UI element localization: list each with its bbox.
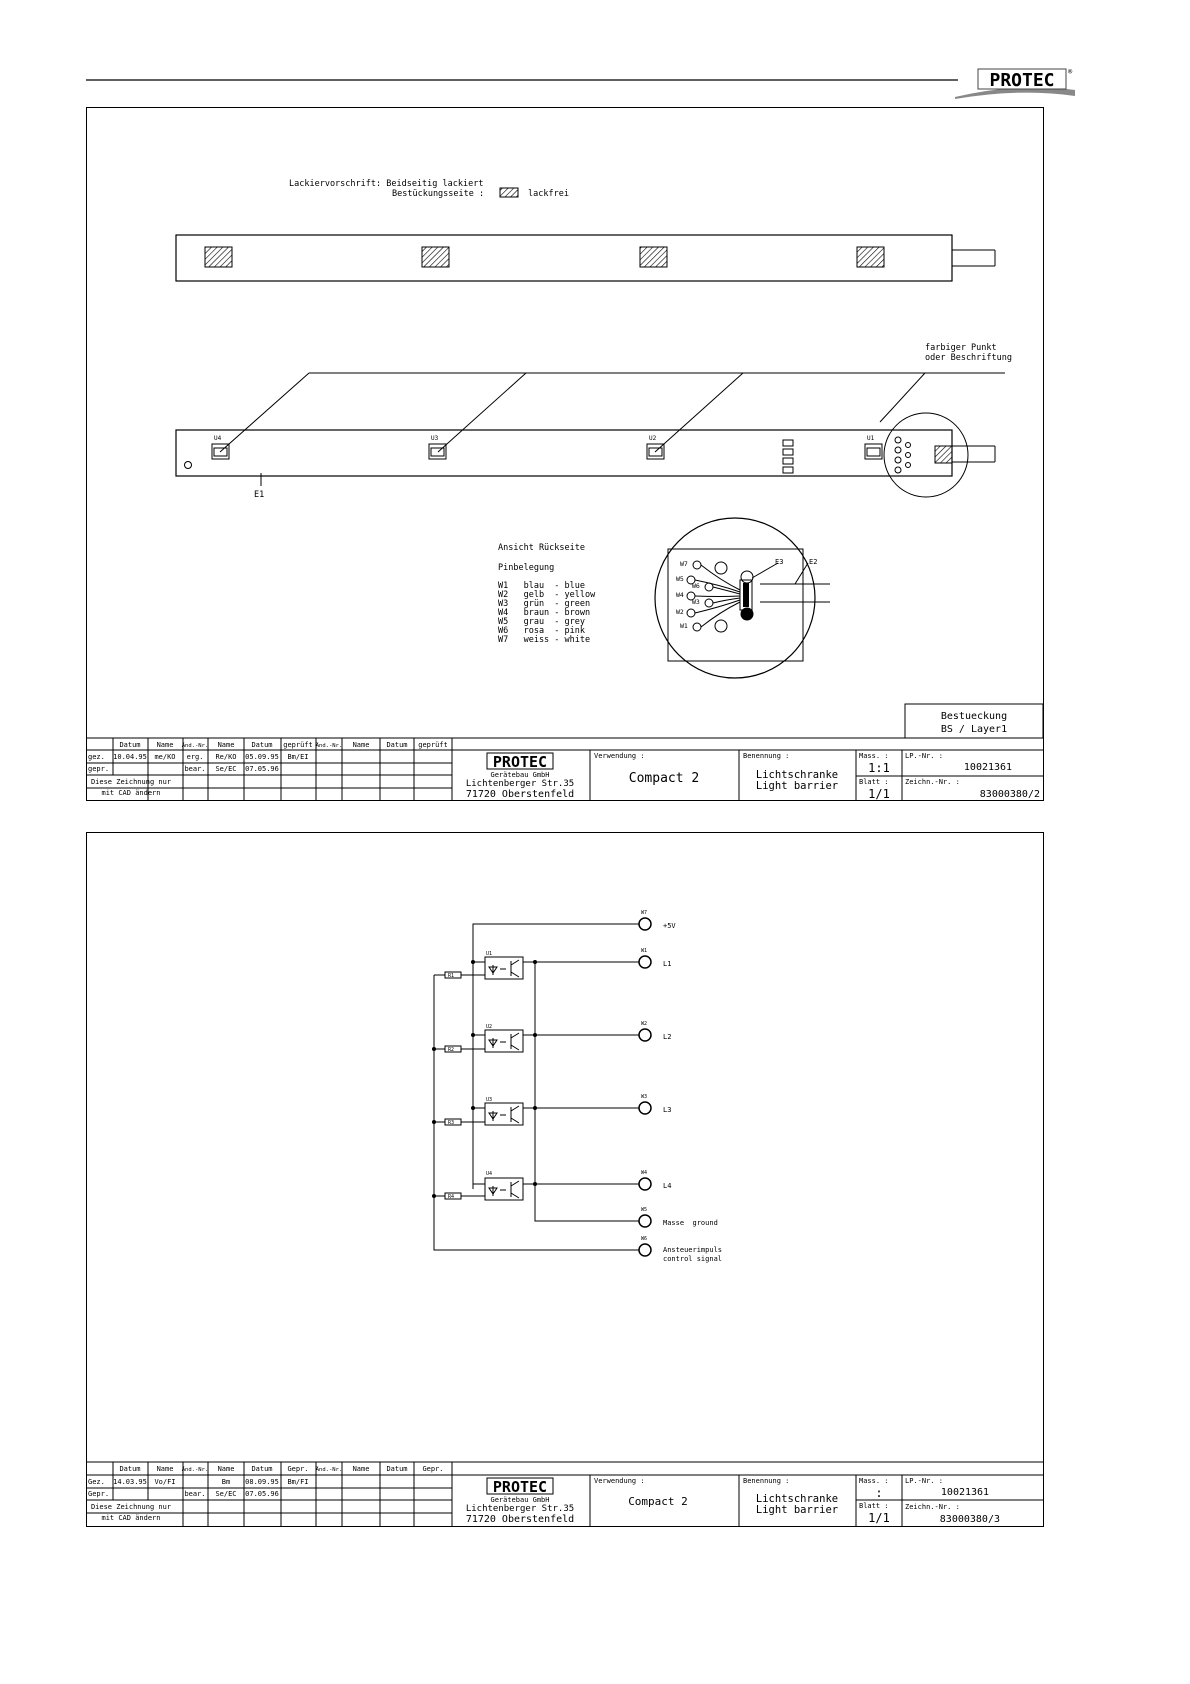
lacquer-free-label: lackfrei bbox=[528, 189, 569, 199]
junction-dots bbox=[432, 960, 537, 1198]
svg-text:Diese Zeichnung nur: Diese Zeichnung nur bbox=[90, 1503, 172, 1511]
svg-text:erg.: erg. bbox=[186, 753, 204, 761]
svg-text:R4: R4 bbox=[448, 1194, 455, 1200]
svg-text:Verwendung :: Verwendung : bbox=[594, 1477, 645, 1485]
optocoupler-u4 bbox=[485, 1171, 523, 1200]
svg-text:L2: L2 bbox=[663, 1033, 672, 1041]
svg-text:Zeichn.-Nr. :: Zeichn.-Nr. : bbox=[905, 1503, 960, 1511]
company-name: Gerätebau GmbH bbox=[490, 771, 550, 779]
svg-text:Ansteuerimpuls: Ansteuerimpuls bbox=[663, 1246, 723, 1254]
company-street: Lichtenberger Str.35 bbox=[465, 779, 575, 789]
svg-text:Benennung :: Benennung : bbox=[743, 752, 790, 760]
optocoupler-u2 bbox=[485, 1024, 523, 1052]
company-city: 71720 Oberstenfeld bbox=[465, 789, 575, 800]
svg-text:Gepr.: Gepr. bbox=[287, 1465, 309, 1473]
svg-text:Bm/FI: Bm/FI bbox=[287, 1478, 309, 1486]
svg-text:Name: Name bbox=[217, 1465, 235, 1473]
pin-assignment-title: Pinbelegung bbox=[498, 563, 555, 573]
svg-text:Gez.: Gez. bbox=[88, 1478, 105, 1486]
resistor-r2 bbox=[445, 1046, 461, 1053]
svg-text:W4: W4 bbox=[676, 591, 684, 599]
drawing-content-label: Bestueckung bbox=[940, 711, 1008, 722]
designation-en: Light barrier bbox=[755, 780, 839, 792]
colored-dot-note: farbiger Punkt bbox=[925, 343, 997, 353]
svg-text:Datum: Datum bbox=[251, 741, 273, 749]
svg-text:U1: U1 bbox=[867, 435, 875, 442]
optocoupler-u3 bbox=[485, 1097, 523, 1125]
svg-text:Masse ground: Masse ground bbox=[663, 1219, 718, 1227]
svg-text:Diese Zeichnung nur: Diese Zeichnung nur bbox=[90, 778, 172, 786]
svg-text:Se/EC: Se/EC bbox=[215, 1490, 237, 1498]
connector-w7 bbox=[639, 910, 676, 930]
svg-text:Name: Name bbox=[156, 1465, 174, 1473]
svg-text:+5V: +5V bbox=[663, 922, 676, 930]
svg-text:L1: L1 bbox=[663, 960, 672, 968]
svg-text:mit CAD ändern: mit CAD ändern bbox=[101, 789, 161, 797]
svg-text:W5: W5 bbox=[641, 1207, 648, 1213]
svg-text:Datum: Datum bbox=[386, 741, 408, 749]
designation-de: Lichtschranke bbox=[755, 769, 839, 781]
company-name: Gerätebau GmbH bbox=[490, 1496, 550, 1504]
pcb-number: 10021361 bbox=[940, 1487, 990, 1498]
svg-text:W7: W7 bbox=[641, 910, 648, 916]
svg-text:PROTEC: PROTEC bbox=[492, 1478, 548, 1496]
svg-text:W6: W6 bbox=[692, 582, 700, 590]
svg-text:Gepr.: Gepr. bbox=[88, 1490, 110, 1498]
connector-w3 bbox=[639, 1094, 671, 1114]
svg-text:08.09.95: 08.09.95 bbox=[245, 1478, 279, 1486]
company-street: Lichtenberger Str.35 bbox=[465, 1504, 575, 1514]
svg-text:U2: U2 bbox=[486, 1024, 493, 1030]
svg-text:W2: W2 bbox=[641, 1021, 648, 1027]
svg-text:Datum: Datum bbox=[251, 1465, 273, 1473]
pin-row: W6 rosa - pink bbox=[498, 626, 585, 636]
svg-text:Mass. :: Mass. : bbox=[859, 1477, 889, 1485]
svg-text:W1: W1 bbox=[680, 622, 688, 630]
connector-w4 bbox=[639, 1170, 671, 1190]
svg-text:R2: R2 bbox=[448, 1047, 455, 1053]
svg-text:me/KO: me/KO bbox=[154, 753, 176, 761]
drawing-layer-label: BS / Layer1 bbox=[940, 724, 1008, 735]
colored-dot-note-2: oder Beschriftung bbox=[925, 353, 1012, 363]
resistor-r1 bbox=[445, 972, 461, 979]
sheet-number: 1/1 bbox=[868, 787, 890, 801]
svg-text:R3: R3 bbox=[448, 1120, 455, 1126]
svg-text:U3: U3 bbox=[431, 435, 439, 442]
svg-text:Vo/FI: Vo/FI bbox=[154, 1478, 176, 1486]
svg-text:Verwendung :: Verwendung : bbox=[594, 752, 645, 760]
usage-value: Compact 2 bbox=[628, 771, 700, 786]
svg-text:Änd.-Nr.: Änd.-Nr. bbox=[315, 1467, 343, 1473]
usage-value: Compact 2 bbox=[628, 1495, 688, 1508]
resistor-r4 bbox=[445, 1193, 461, 1200]
svg-text:LP.-Nr. :: LP.-Nr. : bbox=[905, 1477, 943, 1485]
svg-text:geprüft: geprüft bbox=[418, 741, 448, 749]
title-block-2 bbox=[86, 1462, 1043, 1526]
svg-text:Name: Name bbox=[217, 741, 235, 749]
svg-text:Bm: Bm bbox=[221, 1478, 231, 1486]
svg-text:R1: R1 bbox=[448, 973, 455, 979]
svg-text:U3: U3 bbox=[486, 1097, 493, 1103]
rear-view-label: Ansicht Rückseite bbox=[498, 543, 585, 553]
svg-text:Bm/EI: Bm/EI bbox=[287, 753, 309, 761]
svg-text:Blatt :: Blatt : bbox=[859, 778, 889, 786]
svg-text:14.03.95: 14.03.95 bbox=[113, 1478, 147, 1486]
svg-text:W2: W2 bbox=[676, 608, 684, 616]
connector-w1 bbox=[639, 948, 671, 968]
svg-text:control signal: control signal bbox=[663, 1255, 723, 1263]
svg-text:mit CAD ändern: mit CAD ändern bbox=[101, 1514, 161, 1522]
pin-row: W5 grau - grey bbox=[498, 617, 585, 627]
connector-w5 bbox=[639, 1207, 718, 1227]
svg-text:W7: W7 bbox=[680, 560, 688, 568]
drawing-number: 83000380/3 bbox=[939, 1514, 1000, 1525]
svg-text:Se/EC: Se/EC bbox=[215, 765, 237, 773]
schematic-wires bbox=[434, 924, 639, 1250]
svg-text:Datum: Datum bbox=[119, 1465, 141, 1473]
pin-row: W1 blau - blue bbox=[498, 581, 585, 591]
svg-text:L4: L4 bbox=[663, 1182, 672, 1190]
svg-text:Blatt :: Blatt : bbox=[859, 1502, 889, 1510]
designation-de: Lichtschranke bbox=[755, 1493, 839, 1505]
svg-text:bear.: bear. bbox=[184, 1490, 206, 1498]
svg-text:bear.: bear. bbox=[184, 765, 206, 773]
svg-text:Re/KO: Re/KO bbox=[215, 753, 237, 761]
scale-value: : bbox=[875, 1486, 883, 1500]
svg-text:W3: W3 bbox=[641, 1094, 648, 1100]
company-city: 71720 Oberstenfeld bbox=[465, 1514, 575, 1525]
label-e1: E1 bbox=[254, 490, 265, 500]
svg-text:gez.: gez. bbox=[88, 753, 105, 761]
pin-row: W7 weiss - white bbox=[498, 635, 591, 645]
svg-text:L3: L3 bbox=[663, 1106, 672, 1114]
resistor-r3 bbox=[445, 1119, 461, 1126]
svg-text:Name: Name bbox=[156, 741, 174, 749]
svg-text:gepr.: gepr. bbox=[88, 765, 110, 773]
svg-text:Name: Name bbox=[352, 1465, 370, 1473]
svg-text:Gepr.: Gepr. bbox=[422, 1465, 444, 1473]
pin-row: W2 gelb - yellow bbox=[498, 590, 596, 600]
label-e3: E3 bbox=[775, 558, 784, 566]
connector-w2 bbox=[639, 1021, 671, 1041]
svg-text:LP.-Nr. :: LP.-Nr. : bbox=[905, 752, 943, 760]
drawing-number: 83000380/2 bbox=[979, 789, 1040, 800]
svg-text:U4: U4 bbox=[486, 1171, 493, 1177]
svg-text:Änd.-Nr.: Änd.-Nr. bbox=[315, 743, 343, 749]
svg-text:Änd.-Nr.: Änd.-Nr. bbox=[181, 1467, 209, 1473]
component-side-label: Bestückungsseite : bbox=[392, 189, 485, 199]
svg-text:U4: U4 bbox=[214, 435, 222, 442]
svg-text:U1: U1 bbox=[486, 951, 493, 957]
pin-row: W4 braun - brown bbox=[498, 608, 591, 618]
lacquer-instruction: Lackiervorschrift: Beidseitig lackiert bbox=[289, 179, 484, 189]
svg-text:PROTEC: PROTEC bbox=[492, 753, 548, 771]
designation-en: Light barrier bbox=[755, 1504, 839, 1516]
pin-row: W3 grün - green bbox=[498, 599, 591, 609]
svg-text:geprüft: geprüft bbox=[283, 741, 313, 749]
svg-text:W5: W5 bbox=[676, 575, 684, 583]
svg-text:10.04.95: 10.04.95 bbox=[113, 753, 147, 761]
svg-text:Name: Name bbox=[352, 741, 370, 749]
svg-text:07.05.96: 07.05.96 bbox=[245, 1490, 279, 1498]
svg-text:W6: W6 bbox=[641, 1236, 648, 1242]
svg-text:Mass. :: Mass. : bbox=[859, 752, 889, 760]
label-e2: E2 bbox=[809, 558, 818, 566]
svg-text:W3: W3 bbox=[692, 598, 700, 606]
connector-w6 bbox=[639, 1236, 722, 1263]
svg-text:Datum: Datum bbox=[386, 1465, 408, 1473]
svg-text:U2: U2 bbox=[649, 435, 657, 442]
svg-text:Zeichn.-Nr. :: Zeichn.-Nr. : bbox=[905, 778, 960, 786]
svg-text:05.09.95: 05.09.95 bbox=[245, 753, 279, 761]
svg-text:W4: W4 bbox=[641, 1170, 648, 1176]
svg-text:W1: W1 bbox=[641, 948, 648, 954]
pcb-number: 10021361 bbox=[963, 762, 1013, 773]
registered-mark: ® bbox=[1068, 68, 1073, 76]
svg-text:Datum: Datum bbox=[119, 741, 141, 749]
svg-text:Benennung :: Benennung : bbox=[743, 1477, 790, 1485]
sheet-number: 1/1 bbox=[868, 1511, 890, 1525]
scale-value: 1:1 bbox=[868, 761, 890, 775]
svg-text:07.05.96: 07.05.96 bbox=[245, 765, 279, 773]
logo-text: PROTEC bbox=[989, 70, 1055, 91]
optocoupler-u1 bbox=[485, 951, 523, 979]
svg-text:Änd.-Nr.: Änd.-Nr. bbox=[181, 743, 209, 749]
